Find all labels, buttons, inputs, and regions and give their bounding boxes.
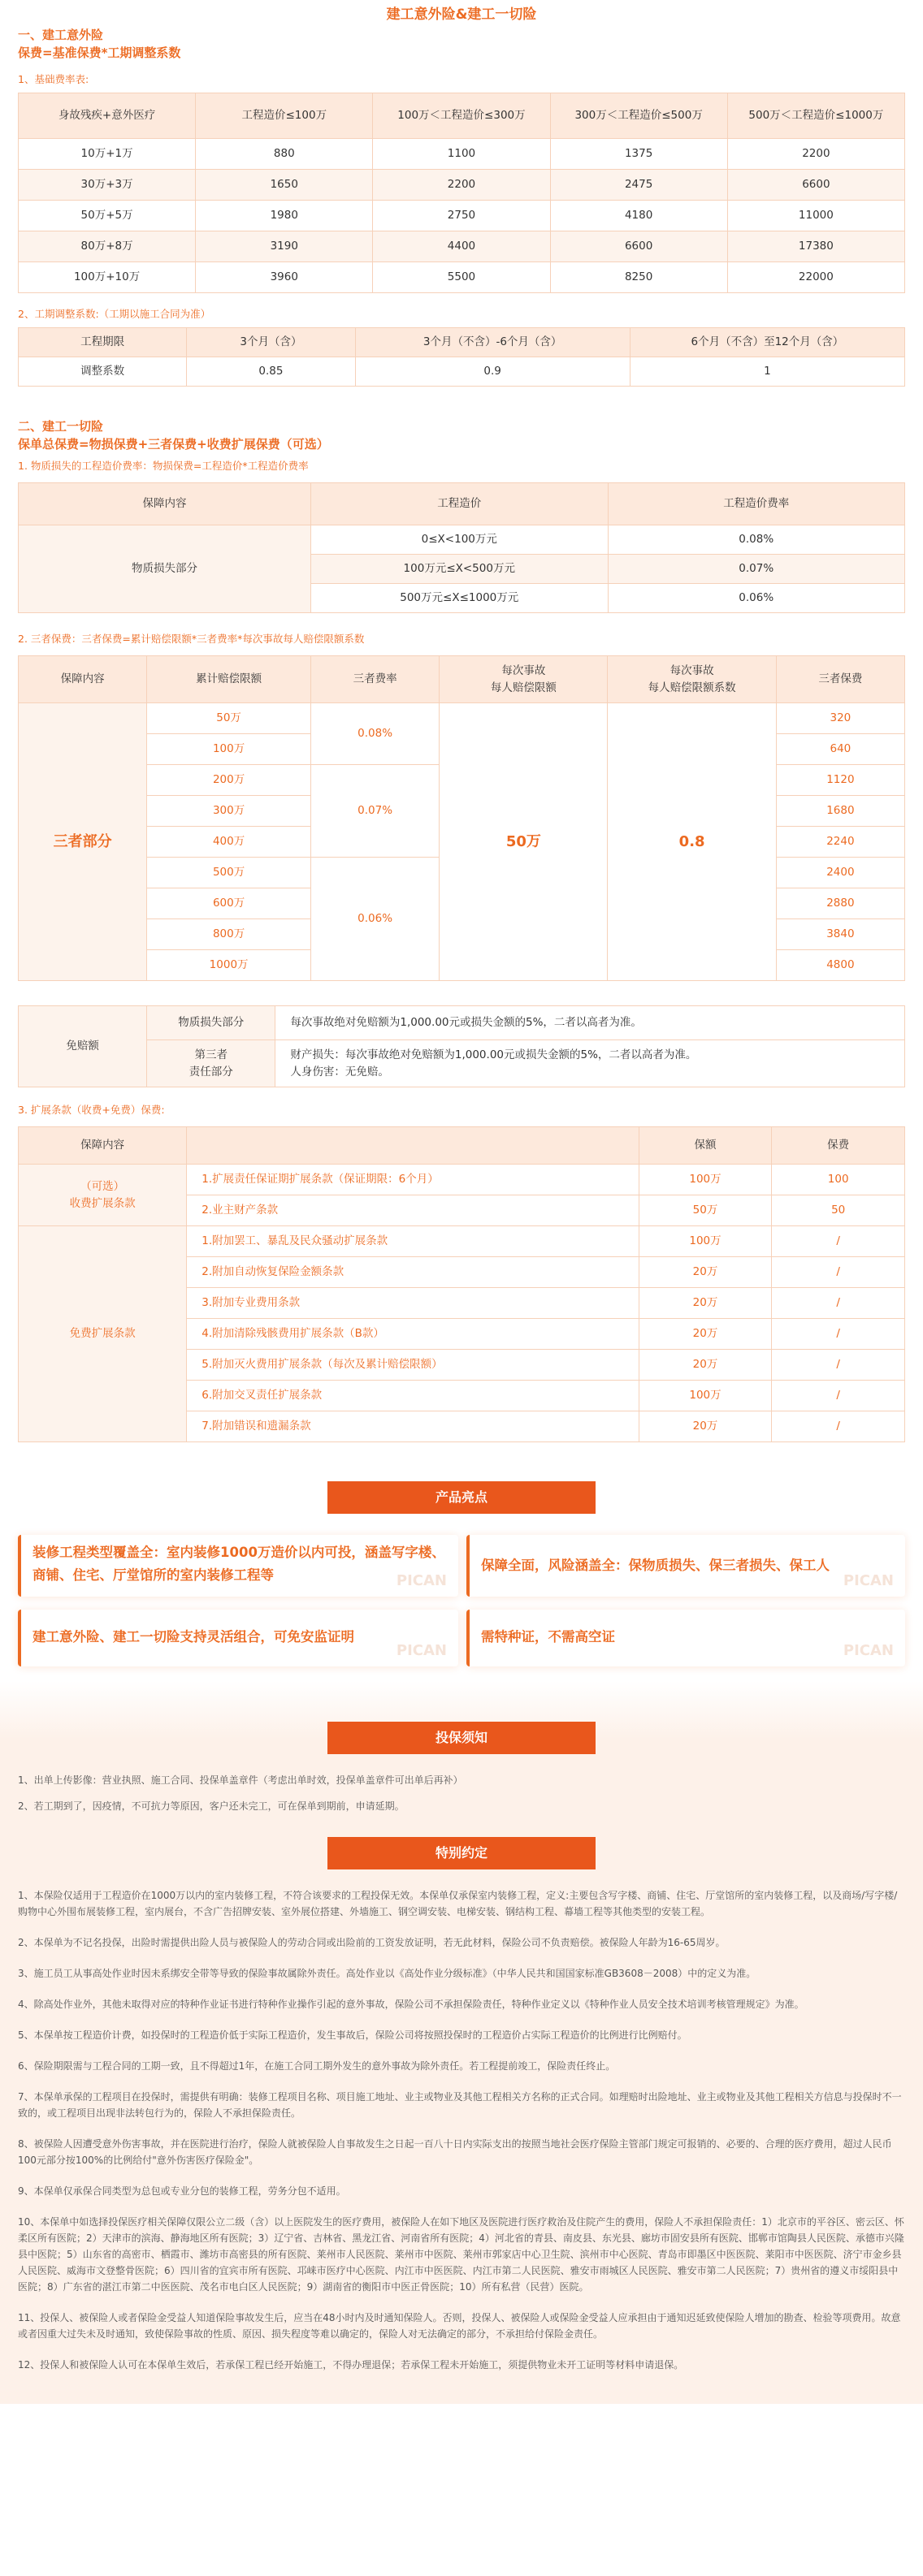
cumulative-limit: 50万	[147, 703, 311, 734]
deductible-value: 每次事故绝对免赔额为1,000.00元或损失金额的5%，二者以高者为准。	[275, 1006, 905, 1040]
property-table-caption: 1. 物质损失的工程造价费率：物损保费=工程造价*工程造价费率	[18, 460, 309, 472]
notice-item: 1、出单上传影像：营业执照、施工合同、投保单盖章件（考虑出单时效，投保单盖章件可出单后再补）	[18, 1774, 463, 1786]
col-header: 保障内容	[19, 1127, 187, 1165]
rate-cell: 4400	[373, 231, 550, 262]
extension-clause: 2.业主财产条款	[187, 1195, 639, 1226]
rate-cell: 2200	[727, 139, 904, 170]
special-terms-list	[0, 1887, 923, 2373]
base-rate-table	[18, 93, 905, 293]
cumulative-limit: 600万	[147, 888, 311, 919]
page-title: 建工意外险&建工一切险	[386, 6, 537, 23]
cumulative-limit: 1000万	[147, 950, 311, 981]
special-term-item: 2、本保单为不记名投保，出险时需提供出险人员与被保险人的劳动合同或出险前的工资发放证明，若无此材料，保险公司不负责赔偿。被保险人年龄为16-65周岁。	[18, 1937, 726, 1948]
row-label: 10万+1万	[19, 139, 196, 170]
extension-premium: /	[772, 1381, 905, 1411]
rate-cell: 6600	[727, 170, 904, 201]
property-loss-table	[18, 482, 905, 613]
third-party-rate: 0.07%	[311, 765, 440, 858]
rate-cell: 6600	[550, 231, 727, 262]
rate-cell: 3960	[196, 262, 373, 293]
table-row	[19, 703, 905, 734]
deductible-value: 人身伤害：无免赔。	[290, 1065, 389, 1078]
special-term-item: 9、本保单仅承保合同类型为总包或专业分包的装修工程，劳务分包不适用。	[18, 2185, 346, 2197]
watermark: PICAN	[843, 1642, 894, 1659]
cumulative-limit: 800万	[147, 919, 311, 950]
cost-rate: 0.06%	[608, 584, 905, 613]
rate-cell: 1980	[196, 201, 373, 231]
col-header: 工程期限	[19, 328, 187, 357]
highlight-card	[466, 1535, 905, 1597]
rate-cell: 2200	[373, 170, 550, 201]
extension-clause: 5.附加灭火费用扩展条款（每次及累计赔偿限额）	[187, 1350, 639, 1381]
extension-clause: 6.附加交叉责任扩展条款	[187, 1381, 639, 1411]
notice-section	[0, 1681, 923, 2404]
cost-rate: 0.08%	[608, 525, 905, 555]
deductible-value: 财产损失：每次事故绝对免赔额为1,000.00元或损失金额的5%，二者以高者为准。	[290, 1048, 697, 1062]
extension-premium: 50	[772, 1195, 905, 1226]
rate-cell: 2475	[550, 170, 727, 201]
section-heading: 一、建工意外险	[18, 28, 104, 42]
period-table	[18, 327, 905, 387]
highlights-grid	[18, 1535, 905, 1673]
extension-amount: 20万	[639, 1288, 772, 1319]
table-row	[19, 231, 905, 262]
notice-list	[0, 1772, 923, 1814]
highlight-card	[18, 1610, 458, 1666]
rate-cell: 4180	[550, 201, 727, 231]
row-label: 100万+10万	[19, 262, 196, 293]
rate-cell: 1375	[550, 139, 727, 170]
cumulative-limit: 100万	[147, 734, 311, 765]
premium-formula: 保单总保费=物损保费+三者保费+收费扩展保费（可选）	[18, 437, 329, 452]
highlight-card	[466, 1610, 905, 1666]
rate-cell: 8250	[550, 262, 727, 293]
rate-cell: 11000	[727, 201, 904, 231]
rate-cell: 3190	[196, 231, 373, 262]
row-label: 调整系数	[19, 357, 187, 387]
third-party-premium: 2400	[776, 858, 904, 888]
third-party-rate: 0.08%	[311, 703, 440, 765]
table-row	[19, 170, 905, 201]
extension-premium: /	[772, 1411, 905, 1442]
extension-table	[18, 1126, 905, 1442]
row-label: 50万+5万	[19, 201, 196, 231]
third-party-premium: 1680	[776, 796, 904, 827]
col-header: 300万＜工程造价≤500万	[550, 93, 727, 139]
third-party-premium: 3840	[776, 919, 904, 950]
cost-range: 100万元≤X<500万元	[311, 555, 608, 584]
row-label: 80万+8万	[19, 231, 196, 262]
extension-premium: /	[772, 1319, 905, 1350]
table-row	[19, 1165, 905, 1195]
extension-amount: 20万	[639, 1411, 772, 1442]
rate-table-caption: 1、基础费率表:	[18, 73, 89, 85]
third-party-rate: 0.06%	[311, 858, 440, 981]
third-party-premium: 2240	[776, 827, 904, 858]
col-header: 每次事故 每人赔偿限额系数	[608, 656, 776, 703]
extension-premium: /	[772, 1257, 905, 1288]
extension-premium: /	[772, 1288, 905, 1319]
third-party-premium: 4800	[776, 950, 904, 981]
col-header: 工程造价≤100万	[196, 93, 373, 139]
extension-premium: 100	[772, 1165, 905, 1195]
extension-amount: 100万	[639, 1381, 772, 1411]
rate-cell: 1650	[196, 170, 373, 201]
per-person-limit: 50万	[440, 703, 608, 981]
special-term-item: 3、施工员工从事高处作业时因未系绑安全带等导致的保险事故属除外责任。高处作业以《高处作业分级标准》（中华人民共和国国家标准GB3608－2008）中的定义为准。	[18, 1968, 756, 1979]
col-header: 500万＜工程造价≤1000万	[727, 93, 904, 139]
special-term-item: 7、本保单承保的工程项目在投保时，需提供有明确：装修工程项目名称、项目施工地址、业主或物业及其他工程相关方名称的正式合同。如理赔时出险地址、业主或物业及其他工程相关方信息与投保时不一致的，或工程项目出现非法转包行为的，保险人不承担保险责任。	[18, 2091, 902, 2119]
extension-clause: 4.附加清除残骸费用扩展条款（B款）	[187, 1319, 639, 1350]
col-header: 身故残疾+意外医疗	[19, 93, 196, 139]
cumulative-limit: 400万	[147, 827, 311, 858]
period-table-caption: 2、工期调整系数:（工期以施工合同为准）	[18, 308, 211, 320]
coef-cell: 0.85	[187, 357, 355, 387]
extension-amount: 50万	[639, 1195, 772, 1226]
cumulative-limit: 500万	[147, 858, 311, 888]
col-header: 三者保费	[776, 656, 904, 703]
cumulative-limit: 300万	[147, 796, 311, 827]
highlight-text: 保障全面，风险涵盖全：保物质损失、保三者损失、保工人	[481, 1558, 830, 1573]
col-header: 3个月（含）	[187, 328, 355, 357]
deductible-value-cell	[275, 1040, 905, 1087]
special-term-item: 10、本保单中如选择投保医疗相关保障仅限公立二级（含）以上医院发生的医疗费用，被保险人在如下地区及医院进行医疗救治及住院产生的费用，保险人不承担保险责任：1）北京市的平谷区、密云区、怀柔区所有医院；2）天津市的滨海、静海地区所有医院；3）辽宁省、吉林省、黑龙江省、河南省所有医院；4）河北省的青县、南皮县、东光县、廊坊市固安县所有医院、邯郸市馆陶县人民医院、承德市兴隆县中医院；5）山东省的高密市、栖霞市、潍坊市高密县的所有医院、莱州市人民医院、莱州市中医院、莱州市郭家店中心卫生院、滨州市中心医院、青岛市即墨区中医医院、莱阳市中医医院、济宁市金乡县人民医院、威海市文登整骨医院；6）四川省的宜宾市所有医院、邛崃市医疗中心医院、内江市中医医院、内江市第二人民医院、雅安市雨城区人民医院、雅安市第二人民医院；7）贵州省的遵义市绥阳县中医院；8）广东省的湛江市第二中医医院、茂名市电白区人民医院；9）湖南省的衡阳市中医正骨医院；10）所有私营（民营）医院。	[18, 2216, 904, 2293]
highlight-text: 装修工程类型覆盖全：室内装修1000万造价以内可投，涵盖写字楼、商铺、住宅、厅堂馆所的室内装修工程等	[32, 1545, 445, 1583]
col-header: 6个月（不含）至12个月（含）	[630, 328, 904, 357]
special-term-item: 8、被保险人因遭受意外伤害事故，并在医院进行治疗，保险人就被保险人自事故发生之日起一百八十日内实际支出的按照当地社会医疗保险主管部门规定可报销的、必要的、合理的医疗费用，超过人民币100元部分按100%的比例给付"意外伤害医疗保险金"。	[18, 2138, 892, 2166]
highlight-card	[18, 1535, 458, 1597]
section-heading: 二、建工一切险	[18, 419, 104, 434]
extension-caption: 3. 扩展条款（收费+免费）保费:	[18, 1104, 165, 1116]
deductible-table	[18, 1005, 905, 1087]
highlights-banner: 产品亮点	[327, 1481, 596, 1514]
deductible-label: 免赔额	[19, 1006, 147, 1087]
highlight-text: 建工意外险、建工一切险支持灵活组合，可免安监证明	[32, 1629, 354, 1645]
cost-range: 500万元≤X≤1000万元	[311, 584, 608, 613]
cost-rate: 0.07%	[608, 555, 905, 584]
table-row	[19, 1226, 905, 1257]
col-header: 工程造价费率	[608, 483, 905, 525]
paid-extension-group: （可选） 收费扩展条款	[19, 1165, 187, 1226]
extension-premium: /	[772, 1226, 905, 1257]
watermark: PICAN	[396, 1642, 447, 1659]
extension-amount: 20万	[639, 1257, 772, 1288]
special-term-item: 6、保险期限需与工程合同的工期一致，且不得超过1年，在施工合同工期外发生的意外事故为除外责任。若工程提前竣工，保险责任终止。	[18, 2060, 616, 2072]
deductible-key: 第三者 责任部分	[147, 1040, 275, 1087]
col-header: 保障内容	[19, 656, 147, 703]
third-party-premium: 2880	[776, 888, 904, 919]
extension-clause: 7.附加错误和遗漏条款	[187, 1411, 639, 1442]
col-header: 3个月（不含）-6个月（含）	[355, 328, 630, 357]
extension-amount: 100万	[639, 1165, 772, 1195]
extension-amount: 20万	[639, 1319, 772, 1350]
third-party-table	[18, 655, 905, 981]
extension-clause: 1.附加罢工、暴乱及民众骚动扩展条款	[187, 1226, 639, 1257]
col-header: 保障内容	[19, 483, 311, 525]
rate-cell: 1100	[373, 139, 550, 170]
highlights-section	[0, 1481, 923, 1673]
table-row	[19, 262, 905, 293]
col-header: 三者费率	[311, 656, 440, 703]
special-term-item: 5、本保单按工程造价计费，如投保时的工程造价低于实际工程造价，发生事故后，保险公司将按照投保时的工程造价占实际工程造价的比例进行比例赔付。	[18, 2029, 687, 2041]
third-party-premium: 640	[776, 734, 904, 765]
deductible-key: 物质损失部分	[147, 1006, 275, 1040]
property-group-cell: 物质损失部分	[19, 525, 311, 613]
free-extension-group: 免费扩展条款	[19, 1226, 187, 1442]
third-party-premium: 320	[776, 703, 904, 734]
extension-clause: 2.附加自动恢复保险金额条款	[187, 1257, 639, 1288]
limit-coefficient: 0.8	[608, 703, 776, 981]
section-all-risk	[0, 417, 923, 1442]
third-party-premium: 1120	[776, 765, 904, 796]
notice-item: 2、若工期到了，因疫情，不可抗力等原因，客户还未完工，可在保单到期前，申请延期。	[18, 1800, 405, 1812]
extension-amount: 100万	[639, 1226, 772, 1257]
col-header-blank	[187, 1127, 639, 1165]
special-term-item: 12、投保人和被保险人认可在本保单生效后，若承保工程已经开始施工，不得办理退保；若承保工程未开始施工，须提供物业未开工证明等材料申请退保。	[18, 2359, 684, 2371]
section-construction-accident	[0, 26, 923, 387]
special-banner: 特别约定	[327, 1837, 596, 1869]
row-label: 30万+3万	[19, 170, 196, 201]
special-term-item: 1、本保险仅适用于工程造价在1000万以内的室内装修工程，不符合该要求的工程投保无效。本保单仅承保室内装修工程，定义:主要包含写字楼、商铺、住宅、厅堂馆所的室内装修工程，以及商场/写字楼/购物中心外围布展装修工程，室内展台，不含广告招牌安装、室外展位搭建、外墙施工、钢空调安装、电梯安装、钢结构工程、幕墙工程等其他类型的安装工程。	[18, 1890, 898, 1917]
col-header: 100万＜工程造价≤300万	[373, 93, 550, 139]
extension-premium: /	[772, 1350, 905, 1381]
col-header: 保费	[772, 1127, 905, 1165]
rate-cell: 17380	[727, 231, 904, 262]
watermark: PICAN	[843, 1572, 894, 1589]
extension-amount: 20万	[639, 1350, 772, 1381]
cumulative-limit: 200万	[147, 765, 311, 796]
col-header: 累计赔偿限额	[147, 656, 311, 703]
extension-clause: 1.扩展责任保证期扩展条款（保证期限：6个月）	[187, 1165, 639, 1195]
rate-cell: 5500	[373, 262, 550, 293]
special-term-item: 4、除高处作业外，其他未取得对应的特种作业证书进行特种作业操作引起的意外事故，保险公司不承担保险责任，特种作业定义以《特种作业人员安全技术培训考核管理规定》为准。	[18, 1999, 804, 2010]
rate-cell: 2750	[373, 201, 550, 231]
extension-clause: 3.附加专业费用条款	[187, 1288, 639, 1319]
coef-cell: 1	[630, 357, 904, 387]
notice-banner: 投保须知	[327, 1722, 596, 1754]
col-header: 保额	[639, 1127, 772, 1165]
highlight-text: 需特种证，不需高空证	[481, 1629, 615, 1645]
cost-range: 0≤X<100万元	[311, 525, 608, 555]
third-party-group-cell: 三者部分	[19, 703, 147, 981]
rate-cell: 880	[196, 139, 373, 170]
table-row	[19, 201, 905, 231]
coef-cell: 0.9	[355, 357, 630, 387]
third-party-caption: 2. 三者保费：三者保费=累计赔偿限额*三者费率*每次事故每人赔偿限额系数	[18, 633, 365, 645]
premium-formula: 保费=基准保费*工期调整系数	[18, 45, 181, 60]
watermark: PICAN	[396, 1572, 447, 1589]
special-term-item: 11、投保人、被保险人或者保险金受益人知道保险事故发生后，应当在48小时内及时通知保险人。否则，投保人、被保险人或保险金受益人应承担由于通知迟延致使保险人增加的勘查、检验等项费用。故意或者因重大过失未及时通知，致使保险事故的性质、原因、损失程度等难以确定的，保险人对无法确定的部分，不承担给付保险金责任。	[18, 2312, 901, 2340]
table-row	[19, 139, 905, 170]
col-header: 每次事故 每人赔偿限额	[440, 656, 608, 703]
col-header: 工程造价	[311, 483, 608, 525]
rate-cell: 22000	[727, 262, 904, 293]
